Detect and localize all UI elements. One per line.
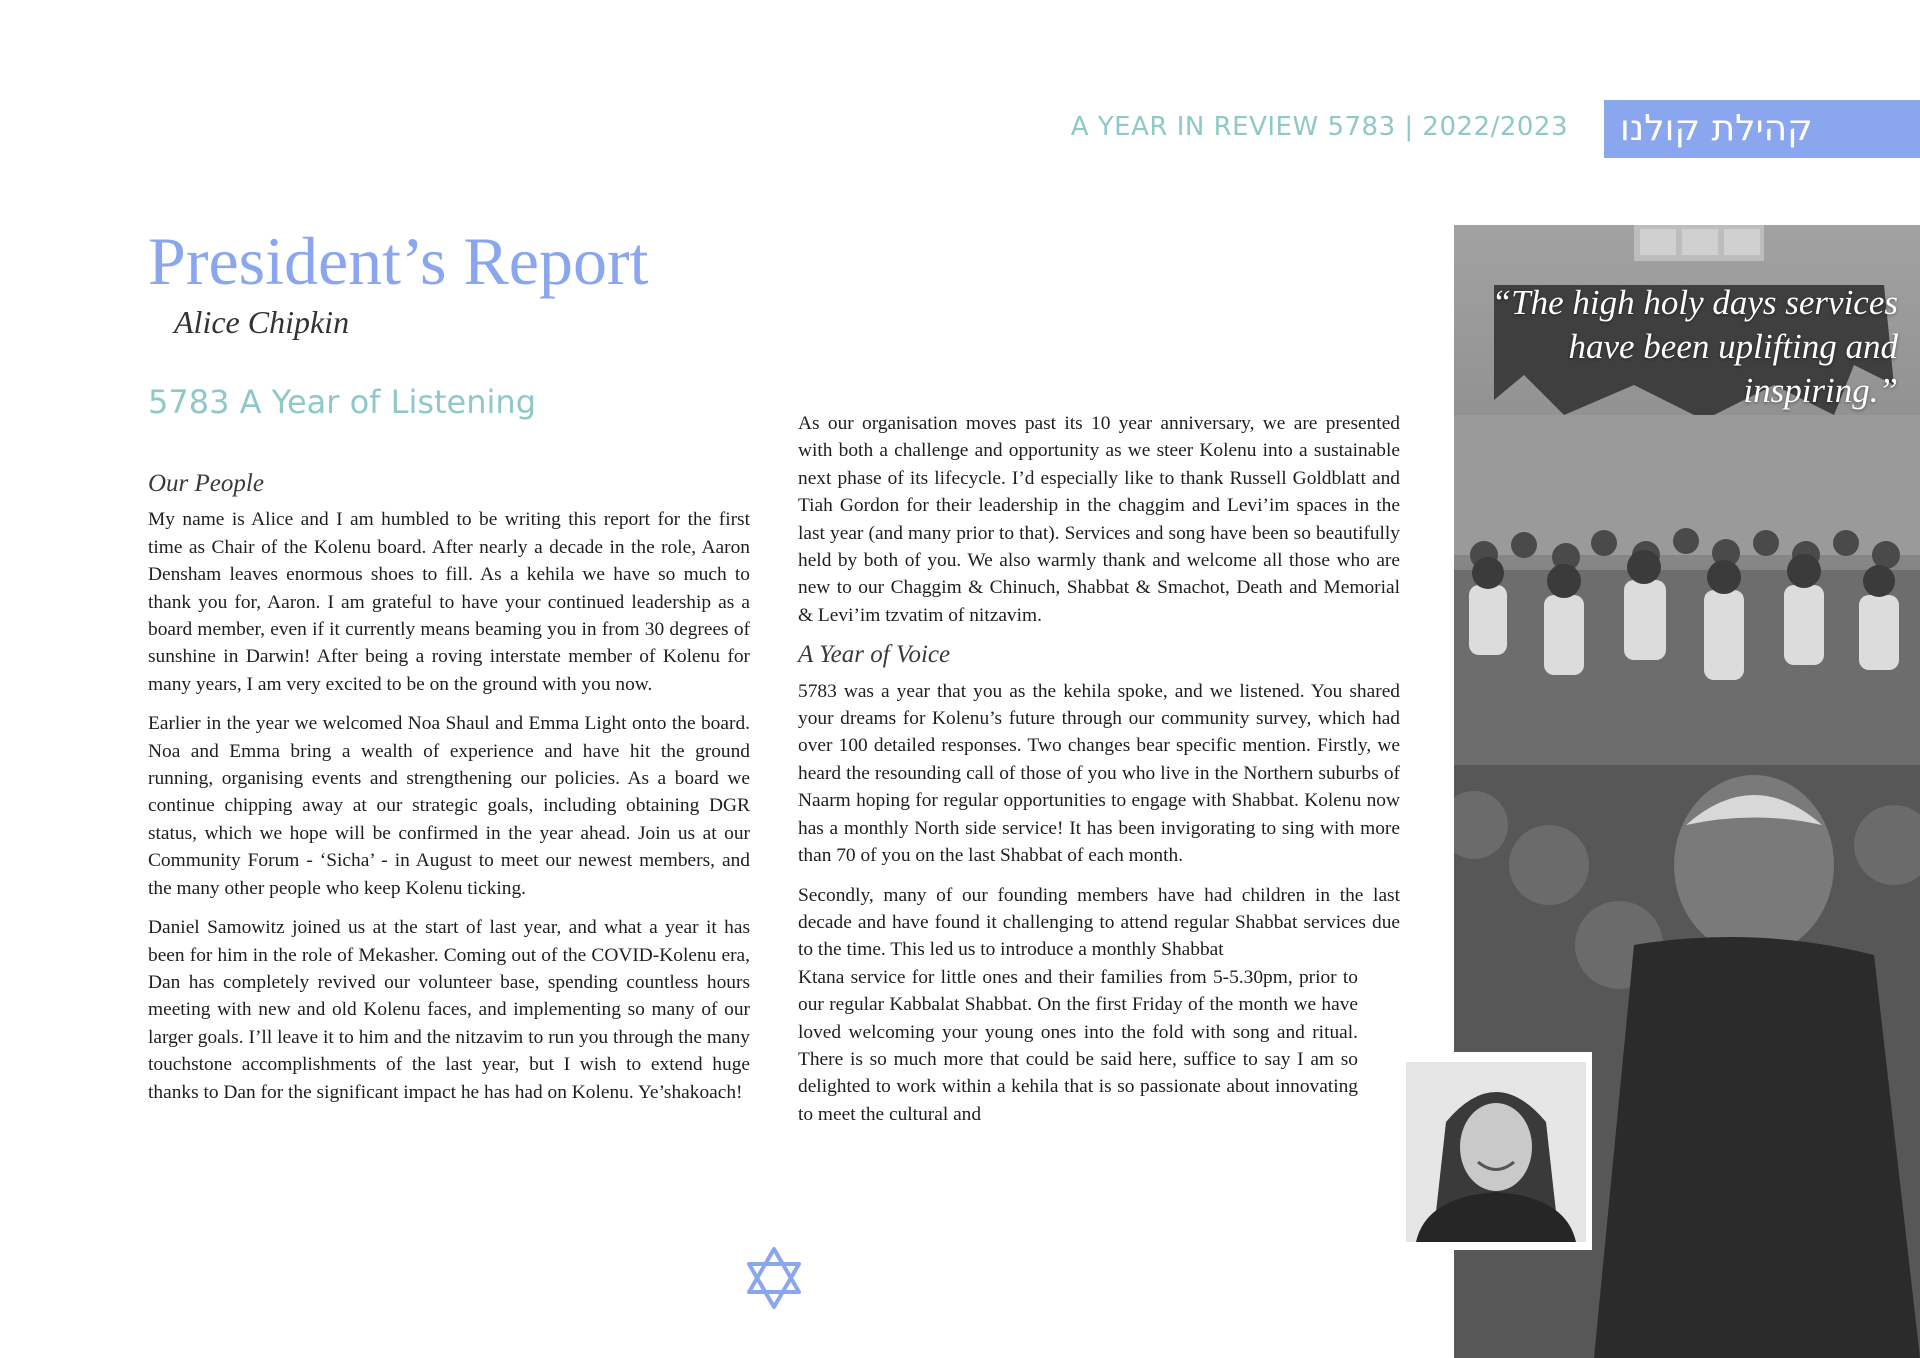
body-paragraph: Earlier in the year we welcomed Noa Shaul and Emma Light onto the board. Noa and Emma bring a wealth of experience and have hit the ground running, organising events and strengthening our policies. As a board we continue chipping away at our strategic goals, including obtaining DGR status, which we hope will be confirmed in the year ahead. Join us at our Community Forum - ‘Sicha’ - in August to meet our newest members, and the many other people who keep Kolenu ticking. (148, 713, 750, 899)
body-paragraph: My name is Alice and I am humbled to be writing this report for the first time as Chair of the Kolenu board. After nearly a decade in the role, Aaron Densham leaves enormous shoes to fill. As a kehila we have so much to thank you for, Aaron. I am grateful to have your continued leadership as a board member, even if it currently means beaming you in from 30 degrees of sunshine in Darwin! After being a roving interstate member of Kolenu for many years, I am very excited to be on the ground with you now. (148, 509, 750, 695)
window-pane (1682, 229, 1718, 255)
portrait-face (1460, 1103, 1532, 1191)
body-paragraph: As our organisation moves past its 10 year anniversary, we are presented with both a challenge and opportunity as we steer Kolenu into a sustainable next phase of its lifecycle. I’d especially like to thank Russell Goldblatt and Tiah Gordon for their leadership in the chaggim and Levi’im spaces in the last year (and many prior to that). Services and song have been so beautifully held by both of you. We also warmly thank and welcome all those who are new to our Chaggim & Chinuch, Shabbat & Smachot, Death and Memorial & Levi’im tzvatim of nitzavim. (798, 413, 1400, 626)
window-pane (1640, 229, 1676, 255)
portrait-graphic (1406, 1062, 1586, 1242)
author-portrait (1400, 1052, 1592, 1250)
body-paragraph (798, 882, 1400, 964)
photo-quote: “The high holy days services have been uplifting and inspiring.” (1491, 283, 1898, 410)
body-paragraph-wrapped: Ktana service for little ones and their families from 5-5.30pm, prior to our regular Kabbalat Shabbat. On the first Friday of the month we have loved welcoming your young ones into the fold with song and ritual. There is so much more that could be said here, suffice to say I am so delighted to work within a kehila that is so passionate about innovating to meet the cultural and (798, 966, 1358, 1125)
left-column (148, 470, 750, 1118)
page-title: President’s Report (148, 223, 649, 299)
star-of-david-icon (745, 1246, 803, 1310)
crowd-mid-band (1454, 570, 1920, 770)
window-pane (1724, 229, 1760, 255)
our-people-heading: Our People (148, 470, 264, 497)
front-shoulders (1594, 937, 1920, 1358)
section-subtitle: 5783 A Year of Listening (148, 383, 536, 421)
body-paragraph: 5783 was a year that you as the kehila spoke, and we listened. You shared your dreams for Kolenu’s future through our community survey, which had over 100 detailed responses. Two changes bear specific mention. Firstly, we heard the resounding call of those of you who live in the Northern suburbs of Naarm hoping for regular opportunities to engage with Shabbat. Kolenu now has a monthly North side service! It has been invigorating to sing with more than 70 of you on the last Shabbat of each month. (798, 680, 1400, 867)
body-text: Secondly, many of our founding members have had children in the last decade and have found it challenging to attend regular Shabbat services due to the time. This led us to introduce a monthly Shabbat (798, 884, 1400, 961)
middle-column (798, 410, 1400, 1140)
author-name: Alice Chipkin (174, 304, 350, 340)
body-paragraph: Daniel Samowitz joined us at the start of last year, and what a year it has been for him in the role of Mekasher. Coming out of the COVID-Kolenu era, Dan has completely revived our volunteer base, spending countless hours meeting with new and old Kolenu faces, and implementing so many of our larger goals. I’ll leave it to him and the nitzavim to run you through the many touchstone accomplishments of the last year, but I wish to extend huge thanks to Dan for the significant impact he has had on Kolenu. Ye’shakoach! (148, 917, 750, 1103)
hebrew-name-banner: קהילת קולנו (1604, 100, 1920, 158)
header-review-label: A YEAR IN REVIEW 5783 | 2022/2023 (1070, 112, 1568, 142)
year-of-voice-heading: A Year of Voice (798, 641, 951, 669)
